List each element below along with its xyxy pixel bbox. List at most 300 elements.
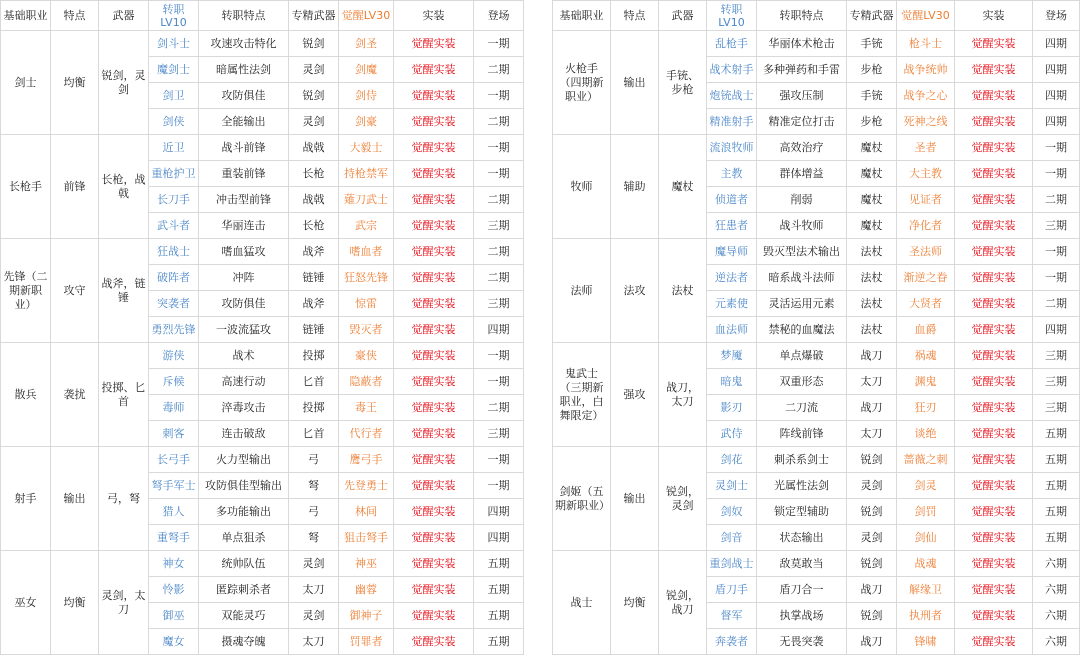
costume-status: 觉醒实装 — [955, 239, 1033, 265]
awaken-class-lv30: 薙刀武士 — [339, 187, 394, 213]
costume-status: 觉醒实装 — [955, 525, 1033, 551]
advance-class-lv10: 神女 — [149, 551, 199, 577]
table-row — [1, 447, 524, 473]
costume-status: 觉醒实装 — [955, 265, 1033, 291]
costume-status: 觉醒实装 — [955, 577, 1033, 603]
debut-phase: 四期 — [474, 317, 524, 343]
advance-class-trait: 攻防俱佳型输出 — [199, 473, 289, 499]
exclusive-weapon: 战戟 — [289, 135, 339, 161]
awaken-class-lv30: 渊鬼 — [897, 369, 955, 395]
advance-class-lv10: 魔导师 — [707, 239, 757, 265]
costume-status: 觉醒实装 — [394, 499, 474, 525]
debut-phase: 三期 — [1033, 343, 1080, 369]
costume-status: 觉醒实装 — [394, 551, 474, 577]
exclusive-weapon: 太刀 — [847, 421, 897, 447]
base-class-weapon: 锐剑，灵剑 — [659, 447, 707, 551]
exclusive-weapon: 灵剑 — [289, 603, 339, 629]
costume-status: 觉醒实装 — [394, 525, 474, 551]
table-row — [1, 239, 524, 265]
advance-class-trait: 刺杀系剑士 — [757, 447, 847, 473]
debut-phase: 四期 — [1033, 31, 1080, 57]
debut-phase: 四期 — [1033, 109, 1080, 135]
exclusive-weapon: 步枪 — [847, 109, 897, 135]
exclusive-weapon: 链锤 — [289, 265, 339, 291]
exclusive-weapon: 灵剑 — [847, 473, 897, 499]
advance-class-trait: 统帅队伍 — [199, 551, 289, 577]
costume-status: 觉醒实装 — [955, 109, 1033, 135]
base-class-name: 剑士 — [1, 31, 51, 135]
advance-class-lv10: 狂战士 — [149, 239, 199, 265]
exclusive-weapon: 投掷 — [289, 395, 339, 421]
exclusive-weapon: 匕首 — [289, 421, 339, 447]
base-class-name: 法师 — [553, 239, 611, 343]
table-row — [1, 551, 524, 577]
advance-class-trait: 锁定型辅助 — [757, 499, 847, 525]
header-lv10: 转职LV10 — [149, 1, 199, 31]
exclusive-weapon: 手铳 — [847, 83, 897, 109]
header-lv10-trait: 转职特点 — [199, 1, 289, 31]
awaken-class-lv30: 持枪禁军 — [339, 161, 394, 187]
exclusive-weapon: 匕首 — [289, 369, 339, 395]
awaken-class-lv30: 圣者 — [897, 135, 955, 161]
costume-status: 觉醒实装 — [955, 499, 1033, 525]
awaken-class-lv30: 解缘卫 — [897, 577, 955, 603]
debut-phase: 一期 — [1033, 135, 1080, 161]
advance-class-lv10: 炮铳战士 — [707, 83, 757, 109]
advance-class-lv10: 战术射手 — [707, 57, 757, 83]
costume-status: 觉醒实装 — [955, 473, 1033, 499]
exclusive-weapon: 长枪 — [289, 213, 339, 239]
costume-status: 觉醒实装 — [955, 395, 1033, 421]
exclusive-weapon: 灵剑 — [847, 525, 897, 551]
base-class-name: 剑姬（五期新职业） — [553, 447, 611, 551]
debut-phase: 二期 — [474, 109, 524, 135]
header-lv10-trait: 转职特点 — [757, 1, 847, 31]
costume-status: 觉醒实装 — [394, 161, 474, 187]
debut-phase: 六期 — [1033, 577, 1080, 603]
awaken-class-lv30: 祸魂 — [897, 343, 955, 369]
awaken-class-lv30: 枪斗士 — [897, 31, 955, 57]
costume-status: 觉醒实装 — [394, 395, 474, 421]
debut-phase: 三期 — [1033, 369, 1080, 395]
exclusive-weapon: 弓 — [289, 499, 339, 525]
exclusive-weapon: 法杖 — [847, 317, 897, 343]
advance-class-lv10: 长弓手 — [149, 447, 199, 473]
right-table-body — [553, 31, 1080, 655]
advance-class-lv10: 剑斗士 — [149, 31, 199, 57]
exclusive-weapon: 手铳 — [847, 31, 897, 57]
advance-class-lv10: 灵剑士 — [707, 473, 757, 499]
table-row — [553, 447, 1080, 473]
advance-class-trait: 战术 — [199, 343, 289, 369]
exclusive-weapon: 投掷 — [289, 343, 339, 369]
advance-class-lv10: 斥候 — [149, 369, 199, 395]
base-class-name: 先锋（二期新职业） — [1, 239, 51, 343]
awaken-class-lv30: 嗜血者 — [339, 239, 394, 265]
base-class-trait: 均衡 — [611, 551, 659, 655]
base-class-trait: 辅助 — [611, 135, 659, 239]
advance-class-trait: 强攻压制 — [757, 83, 847, 109]
advance-class-trait: 光属性法剑 — [757, 473, 847, 499]
advance-class-lv10: 重弩手 — [149, 525, 199, 551]
awaken-class-lv30: 大贤者 — [897, 291, 955, 317]
awaken-class-lv30: 豪侠 — [339, 343, 394, 369]
awaken-class-lv30: 净化者 — [897, 213, 955, 239]
right-class-table — [552, 0, 1080, 655]
awaken-class-lv30: 剑灵 — [897, 473, 955, 499]
exclusive-weapon: 战刀 — [847, 577, 897, 603]
advance-class-lv10: 剑侠 — [149, 109, 199, 135]
costume-status: 觉醒实装 — [955, 369, 1033, 395]
advance-class-lv10: 勇烈先锋 — [149, 317, 199, 343]
awaken-class-lv30: 血爵 — [897, 317, 955, 343]
advance-class-trait: 一波流猛攻 — [199, 317, 289, 343]
header-exclusive: 专精武器 — [289, 1, 339, 31]
awaken-class-lv30: 毁灭者 — [339, 317, 394, 343]
advance-class-trait: 群体增益 — [757, 161, 847, 187]
exclusive-weapon: 魔杖 — [847, 161, 897, 187]
awaken-class-lv30: 狙击弩手 — [339, 525, 394, 551]
debut-phase: 四期 — [1033, 317, 1080, 343]
advance-class-lv10: 长刀手 — [149, 187, 199, 213]
advance-class-lv10: 主教 — [707, 161, 757, 187]
advance-class-lv10: 魔女 — [149, 629, 199, 655]
base-class-weapon: 手铳、步枪 — [659, 31, 707, 135]
costume-status: 觉醒实装 — [394, 83, 474, 109]
advance-class-lv10: 毒师 — [149, 395, 199, 421]
debut-phase: 一期 — [1033, 239, 1080, 265]
awaken-class-lv30: 剑罚 — [897, 499, 955, 525]
base-class-weapon: 弓，弩 — [99, 447, 149, 551]
advance-class-lv10: 乱枪手 — [707, 31, 757, 57]
table-row — [1, 343, 524, 369]
awaken-class-lv30: 剑圣 — [339, 31, 394, 57]
debut-phase: 二期 — [474, 239, 524, 265]
advance-class-trait: 淬毒攻击 — [199, 395, 289, 421]
base-class-trait: 均衡 — [51, 551, 99, 655]
exclusive-weapon: 战刀 — [847, 629, 897, 655]
advance-class-trait: 摄魂夺魄 — [199, 629, 289, 655]
debut-phase: 四期 — [474, 525, 524, 551]
advance-class-trait: 敌莫敢当 — [757, 551, 847, 577]
left-table-body — [1, 31, 524, 655]
debut-phase: 三期 — [1033, 213, 1080, 239]
costume-status: 觉醒实装 — [955, 421, 1033, 447]
exclusive-weapon: 魔杖 — [847, 187, 897, 213]
debut-phase: 一期 — [474, 83, 524, 109]
costume-status: 觉醒实装 — [955, 447, 1033, 473]
costume-status: 觉醒实装 — [955, 161, 1033, 187]
awaken-class-lv30: 见证者 — [897, 187, 955, 213]
advance-class-trait: 削弱 — [757, 187, 847, 213]
costume-status: 觉醒实装 — [394, 291, 474, 317]
advance-class-lv10: 刺客 — [149, 421, 199, 447]
costume-status: 觉醒实装 — [955, 551, 1033, 577]
advance-class-trait: 阵线前锋 — [757, 421, 847, 447]
header-weapon: 武器 — [659, 1, 707, 31]
debut-phase: 四期 — [1033, 83, 1080, 109]
advance-class-lv10: 奔袭者 — [707, 629, 757, 655]
base-class-name: 巫女 — [1, 551, 51, 655]
advance-class-lv10: 侦道者 — [707, 187, 757, 213]
exclusive-weapon: 锐剑 — [847, 447, 897, 473]
advance-class-trait: 毁灭型法术输出 — [757, 239, 847, 265]
costume-status: 觉醒实装 — [394, 31, 474, 57]
debut-phase: 二期 — [1033, 187, 1080, 213]
costume-status: 觉醒实装 — [955, 343, 1033, 369]
advance-class-trait: 冲击型前锋 — [199, 187, 289, 213]
costume-status: 觉醒实装 — [394, 369, 474, 395]
costume-status: 觉醒实装 — [394, 265, 474, 291]
costume-status: 觉醒实装 — [394, 109, 474, 135]
advance-class-trait: 战斗牧师 — [757, 213, 847, 239]
awaken-class-lv30: 执刑者 — [897, 603, 955, 629]
base-class-trait: 输出 — [51, 447, 99, 551]
awaken-class-lv30: 先登勇士 — [339, 473, 394, 499]
costume-status: 觉醒实装 — [394, 421, 474, 447]
exclusive-weapon: 战戟 — [289, 187, 339, 213]
advance-class-lv10: 怜影 — [149, 577, 199, 603]
base-class-weapon: 魔杖 — [659, 135, 707, 239]
exclusive-weapon: 魔杖 — [847, 213, 897, 239]
costume-status: 觉醒实装 — [394, 629, 474, 655]
base-class-name: 射手 — [1, 447, 51, 551]
costume-status: 觉醒实装 — [955, 57, 1033, 83]
costume-status: 觉醒实装 — [394, 187, 474, 213]
exclusive-weapon: 太刀 — [289, 577, 339, 603]
advance-class-lv10: 近卫 — [149, 135, 199, 161]
base-class-trait: 前锋 — [51, 135, 99, 239]
advance-class-trait: 重装前锋 — [199, 161, 289, 187]
advance-class-lv10: 破阵者 — [149, 265, 199, 291]
header-lv30: 觉醒LV30 — [897, 1, 955, 31]
advance-class-lv10: 盾刀手 — [707, 577, 757, 603]
costume-status: 觉醒实装 — [394, 603, 474, 629]
debut-phase: 一期 — [474, 369, 524, 395]
exclusive-weapon: 法杖 — [847, 239, 897, 265]
exclusive-weapon: 步枪 — [847, 57, 897, 83]
awaken-class-lv30: 蔷薇之刺 — [897, 447, 955, 473]
header-trait: 特点 — [611, 1, 659, 31]
advance-class-lv10: 督军 — [707, 603, 757, 629]
exclusive-weapon: 弩 — [289, 473, 339, 499]
advance-class-trait: 攻速攻击特化 — [199, 31, 289, 57]
debut-phase: 五期 — [474, 577, 524, 603]
costume-status: 觉醒实装 — [955, 213, 1033, 239]
advance-class-trait: 华丽体术枪击 — [757, 31, 847, 57]
base-class-trait: 强攻 — [611, 343, 659, 447]
advance-class-trait: 多种弹药和手雷 — [757, 57, 847, 83]
awaken-class-lv30: 罚罪者 — [339, 629, 394, 655]
advance-class-lv10: 元素使 — [707, 291, 757, 317]
advance-class-lv10: 狂患者 — [707, 213, 757, 239]
base-class-name: 火枪手（四期新职业） — [553, 31, 611, 135]
advance-class-lv10: 影刃 — [707, 395, 757, 421]
table-row — [553, 239, 1080, 265]
debut-phase: 一期 — [474, 135, 524, 161]
advance-class-trait: 冲阵 — [199, 265, 289, 291]
costume-status: 觉醒实装 — [394, 135, 474, 161]
advance-class-trait: 匿踪刺杀者 — [199, 577, 289, 603]
debut-phase: 二期 — [474, 395, 524, 421]
awaken-class-lv30: 惊雷 — [339, 291, 394, 317]
table-gap — [524, 0, 552, 653]
advance-class-trait: 盾刀合一 — [757, 577, 847, 603]
exclusive-weapon: 锐剑 — [847, 499, 897, 525]
advance-class-trait: 灵活运用元素 — [757, 291, 847, 317]
header-debut: 登场 — [1033, 1, 1080, 31]
header-costume: 实装 — [955, 1, 1033, 31]
debut-phase: 五期 — [1033, 499, 1080, 525]
debut-phase: 五期 — [1033, 447, 1080, 473]
advance-class-lv10: 武侍 — [707, 421, 757, 447]
advance-class-lv10: 重枪护卫 — [149, 161, 199, 187]
debut-phase: 一期 — [1033, 161, 1080, 187]
awaken-class-lv30: 谈绝 — [897, 421, 955, 447]
header-base: 基础职业 — [553, 1, 611, 31]
header-base: 基础职业 — [1, 1, 51, 31]
costume-status: 觉醒实装 — [955, 135, 1033, 161]
header-exclusive: 专精武器 — [847, 1, 897, 31]
awaken-class-lv30: 代行者 — [339, 421, 394, 447]
base-class-name: 战士 — [553, 551, 611, 655]
costume-status: 觉醒实装 — [955, 83, 1033, 109]
advance-class-lv10: 武斗者 — [149, 213, 199, 239]
advance-class-lv10: 弩手军士 — [149, 473, 199, 499]
costume-status: 觉醒实装 — [394, 57, 474, 83]
base-class-name: 鬼武士（三期新职业，白舞限定） — [553, 343, 611, 447]
advance-class-trait: 二刀流 — [757, 395, 847, 421]
base-class-trait: 输出 — [611, 447, 659, 551]
right-header-row — [553, 1, 1080, 31]
header-lv10: 转职LV10 — [707, 1, 757, 31]
advance-class-lv10: 魔剑士 — [149, 57, 199, 83]
debut-phase: 一期 — [1033, 265, 1080, 291]
advance-class-trait: 嗜血猛攻 — [199, 239, 289, 265]
exclusive-weapon: 太刀 — [847, 369, 897, 395]
debut-phase: 一期 — [474, 161, 524, 187]
base-class-weapon: 战斧，链锤 — [99, 239, 149, 343]
debut-phase: 六期 — [1033, 629, 1080, 655]
exclusive-weapon: 战刀 — [847, 395, 897, 421]
awaken-class-lv30: 大主教 — [897, 161, 955, 187]
awaken-class-lv30: 狂怒先锋 — [339, 265, 394, 291]
advance-class-lv10: 血法师 — [707, 317, 757, 343]
table-row — [553, 343, 1080, 369]
awaken-class-lv30: 幽蓉 — [339, 577, 394, 603]
advance-class-lv10: 暗鬼 — [707, 369, 757, 395]
advance-class-trait: 单点爆破 — [757, 343, 847, 369]
awaken-class-lv30: 死神之线 — [897, 109, 955, 135]
exclusive-weapon: 锐剑 — [289, 83, 339, 109]
costume-status: 觉醒实装 — [955, 317, 1033, 343]
debut-phase: 三期 — [474, 213, 524, 239]
costume-status: 觉醒实装 — [394, 317, 474, 343]
base-class-name: 长枪手 — [1, 135, 51, 239]
advance-class-trait: 火力型输出 — [199, 447, 289, 473]
base-class-weapon: 灵剑，太刀 — [99, 551, 149, 655]
exclusive-weapon: 魔杖 — [847, 135, 897, 161]
header-weapon: 武器 — [99, 1, 149, 31]
debut-phase: 二期 — [474, 187, 524, 213]
base-class-trait: 输出 — [611, 31, 659, 135]
costume-status: 觉醒实装 — [394, 343, 474, 369]
awaken-class-lv30: 毒王 — [339, 395, 394, 421]
costume-status: 觉醒实装 — [955, 31, 1033, 57]
left-header-row — [1, 1, 524, 31]
exclusive-weapon: 法杖 — [847, 265, 897, 291]
advance-class-trait: 双重形态 — [757, 369, 847, 395]
debut-phase: 一期 — [474, 473, 524, 499]
advance-class-trait: 暗属性法剑 — [199, 57, 289, 83]
exclusive-weapon: 战斧 — [289, 239, 339, 265]
advance-class-trait: 华丽连击 — [199, 213, 289, 239]
exclusive-weapon: 链锤 — [289, 317, 339, 343]
costume-status: 觉醒实装 — [955, 187, 1033, 213]
debut-phase: 二期 — [1033, 291, 1080, 317]
advance-class-trait: 高效治疗 — [757, 135, 847, 161]
awaken-class-lv30: 剑豪 — [339, 109, 394, 135]
awaken-class-lv30: 战争统帅 — [897, 57, 955, 83]
exclusive-weapon: 灵剑 — [289, 551, 339, 577]
exclusive-weapon: 战刀 — [847, 343, 897, 369]
base-class-weapon: 锐剑，灵剑 — [99, 31, 149, 135]
advance-class-lv10: 剑花 — [707, 447, 757, 473]
advance-class-lv10: 逆法者 — [707, 265, 757, 291]
advance-class-lv10: 梦魇 — [707, 343, 757, 369]
debut-phase: 五期 — [1033, 473, 1080, 499]
advance-class-trait: 多功能输出 — [199, 499, 289, 525]
debut-phase: 一期 — [474, 31, 524, 57]
base-class-trait: 法攻 — [611, 239, 659, 343]
exclusive-weapon: 灵剑 — [289, 57, 339, 83]
exclusive-weapon: 灵剑 — [289, 109, 339, 135]
base-class-trait: 袭扰 — [51, 343, 99, 447]
awaken-class-lv30: 御神子 — [339, 603, 394, 629]
awaken-class-lv30: 剑侍 — [339, 83, 394, 109]
costume-status: 觉醒实装 — [394, 577, 474, 603]
exclusive-weapon: 法杖 — [847, 291, 897, 317]
awaken-class-lv30: 武宗 — [339, 213, 394, 239]
awaken-class-lv30: 狂刃 — [897, 395, 955, 421]
advance-class-lv10: 精准射手 — [707, 109, 757, 135]
exclusive-weapon: 弓 — [289, 447, 339, 473]
debut-phase: 五期 — [474, 629, 524, 655]
debut-phase: 六期 — [1033, 603, 1080, 629]
base-class-weapon: 战刀，太刀 — [659, 343, 707, 447]
awaken-class-lv30: 战争之心 — [897, 83, 955, 109]
header-trait: 特点 — [51, 1, 99, 31]
advance-class-lv10: 剑卫 — [149, 83, 199, 109]
advance-class-trait: 攻防俱佳 — [199, 83, 289, 109]
base-class-name: 散兵 — [1, 343, 51, 447]
advance-class-lv10: 剑奴 — [707, 499, 757, 525]
awaken-class-lv30: 圣法师 — [897, 239, 955, 265]
debut-phase: 五期 — [1033, 525, 1080, 551]
exclusive-weapon: 锐剑 — [847, 603, 897, 629]
advance-class-lv10: 突袭者 — [149, 291, 199, 317]
table-row — [553, 135, 1080, 161]
advance-class-lv10: 猎人 — [149, 499, 199, 525]
advance-class-lv10: 流浪牧师 — [707, 135, 757, 161]
advance-class-lv10: 游侠 — [149, 343, 199, 369]
debut-phase: 二期 — [474, 265, 524, 291]
base-class-name: 牧师 — [553, 135, 611, 239]
awaken-class-lv30: 剑仙 — [897, 525, 955, 551]
advance-class-lv10: 御巫 — [149, 603, 199, 629]
advance-class-trait: 高速行动 — [199, 369, 289, 395]
table-row — [553, 551, 1080, 577]
